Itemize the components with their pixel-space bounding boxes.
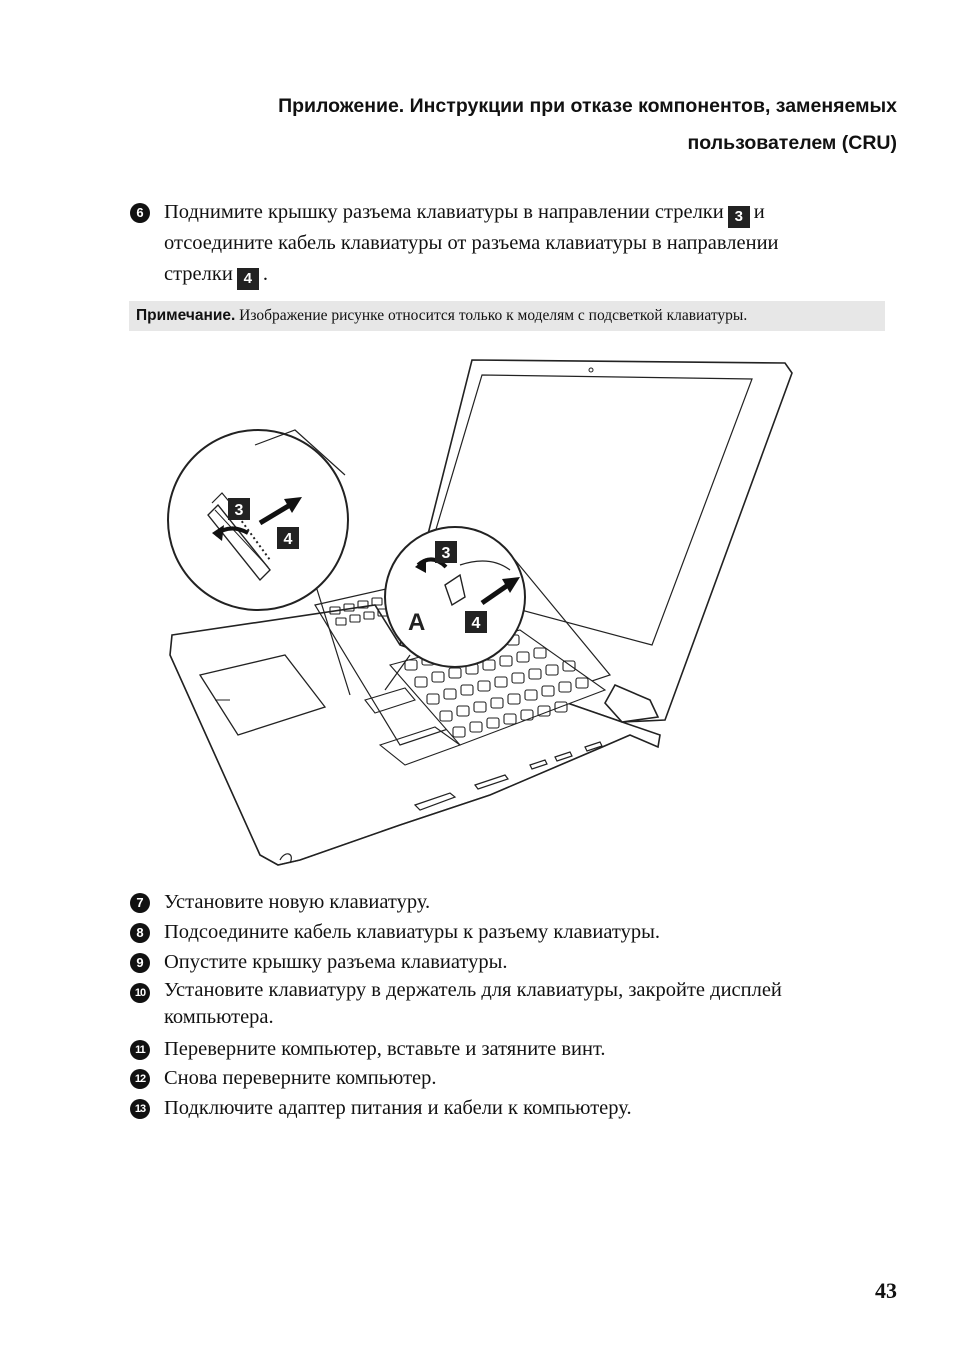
left-badge-4: 4 bbox=[283, 531, 293, 548]
right-badge-4: 4 bbox=[471, 615, 481, 632]
header-line-2: пользователем (CRU) bbox=[687, 132, 897, 154]
step-13-text: Подключите адаптер питания и кабели к компьютеру. bbox=[164, 1097, 632, 1119]
right-badge-3: 3 bbox=[441, 545, 451, 562]
step-6-text bbox=[164, 197, 864, 290]
step-9-text: Опустите крышку разъема клавиатуры. bbox=[164, 951, 508, 973]
step-13-number: 13 bbox=[130, 1099, 150, 1119]
arrow-3-badge: 3 bbox=[728, 206, 750, 228]
note-label: Примечание. bbox=[136, 307, 236, 324]
step-6-line2: отсоедините кабель клавиатуры от разъема клавиатуры в направлении bbox=[164, 232, 779, 254]
step-6-part2: и bbox=[753, 201, 765, 223]
step-11-text: Переверните компьютер, вставьте и затяните винт. bbox=[164, 1038, 606, 1060]
step-10-number: 10 bbox=[130, 983, 150, 1003]
left-badge-3: 3 bbox=[234, 502, 244, 519]
step-10-text bbox=[164, 977, 864, 1031]
step-8-number: 8 bbox=[130, 923, 150, 943]
step-7-number: 7 bbox=[130, 893, 150, 913]
step-6-part4: . bbox=[262, 263, 268, 285]
step-10-line2: компьютера. bbox=[164, 1006, 274, 1028]
step-6-part3: стрелки bbox=[164, 263, 233, 285]
arrow-4-badge: 4 bbox=[237, 268, 259, 290]
step-6-number: 6 bbox=[130, 203, 150, 223]
step-9-number: 9 bbox=[130, 953, 150, 973]
page-header bbox=[137, 88, 897, 162]
step-8-text: Подсоедините кабель клавиатуры к разъему клавиатуры. bbox=[164, 921, 660, 943]
note-text: Изображение рисунке относится только к моделям с подсветкой клавиатуры. bbox=[239, 307, 748, 324]
step-6-part1: Поднимите крышку разъема клавиатуры в направлении стрелки bbox=[164, 201, 724, 223]
step-7-text: Установите новую клавиатуру. bbox=[164, 891, 431, 913]
step-12-text: Снова переверните компьютер. bbox=[164, 1067, 437, 1089]
page-number: 43 bbox=[875, 1278, 897, 1303]
step-11-number: 11 bbox=[130, 1040, 150, 1060]
callout-letter-a: A bbox=[408, 609, 426, 636]
laptop-keyboard-illustration bbox=[160, 355, 800, 880]
step-10-line1: Установите клавиатуру в держатель для клавиатуры, закройте дисплей bbox=[164, 979, 782, 1001]
step-12-number: 12 bbox=[130, 1069, 150, 1089]
note-box bbox=[129, 301, 885, 331]
header-line-1: Приложение. Инструкции при отказе компонентов, заменяемых bbox=[278, 95, 897, 117]
